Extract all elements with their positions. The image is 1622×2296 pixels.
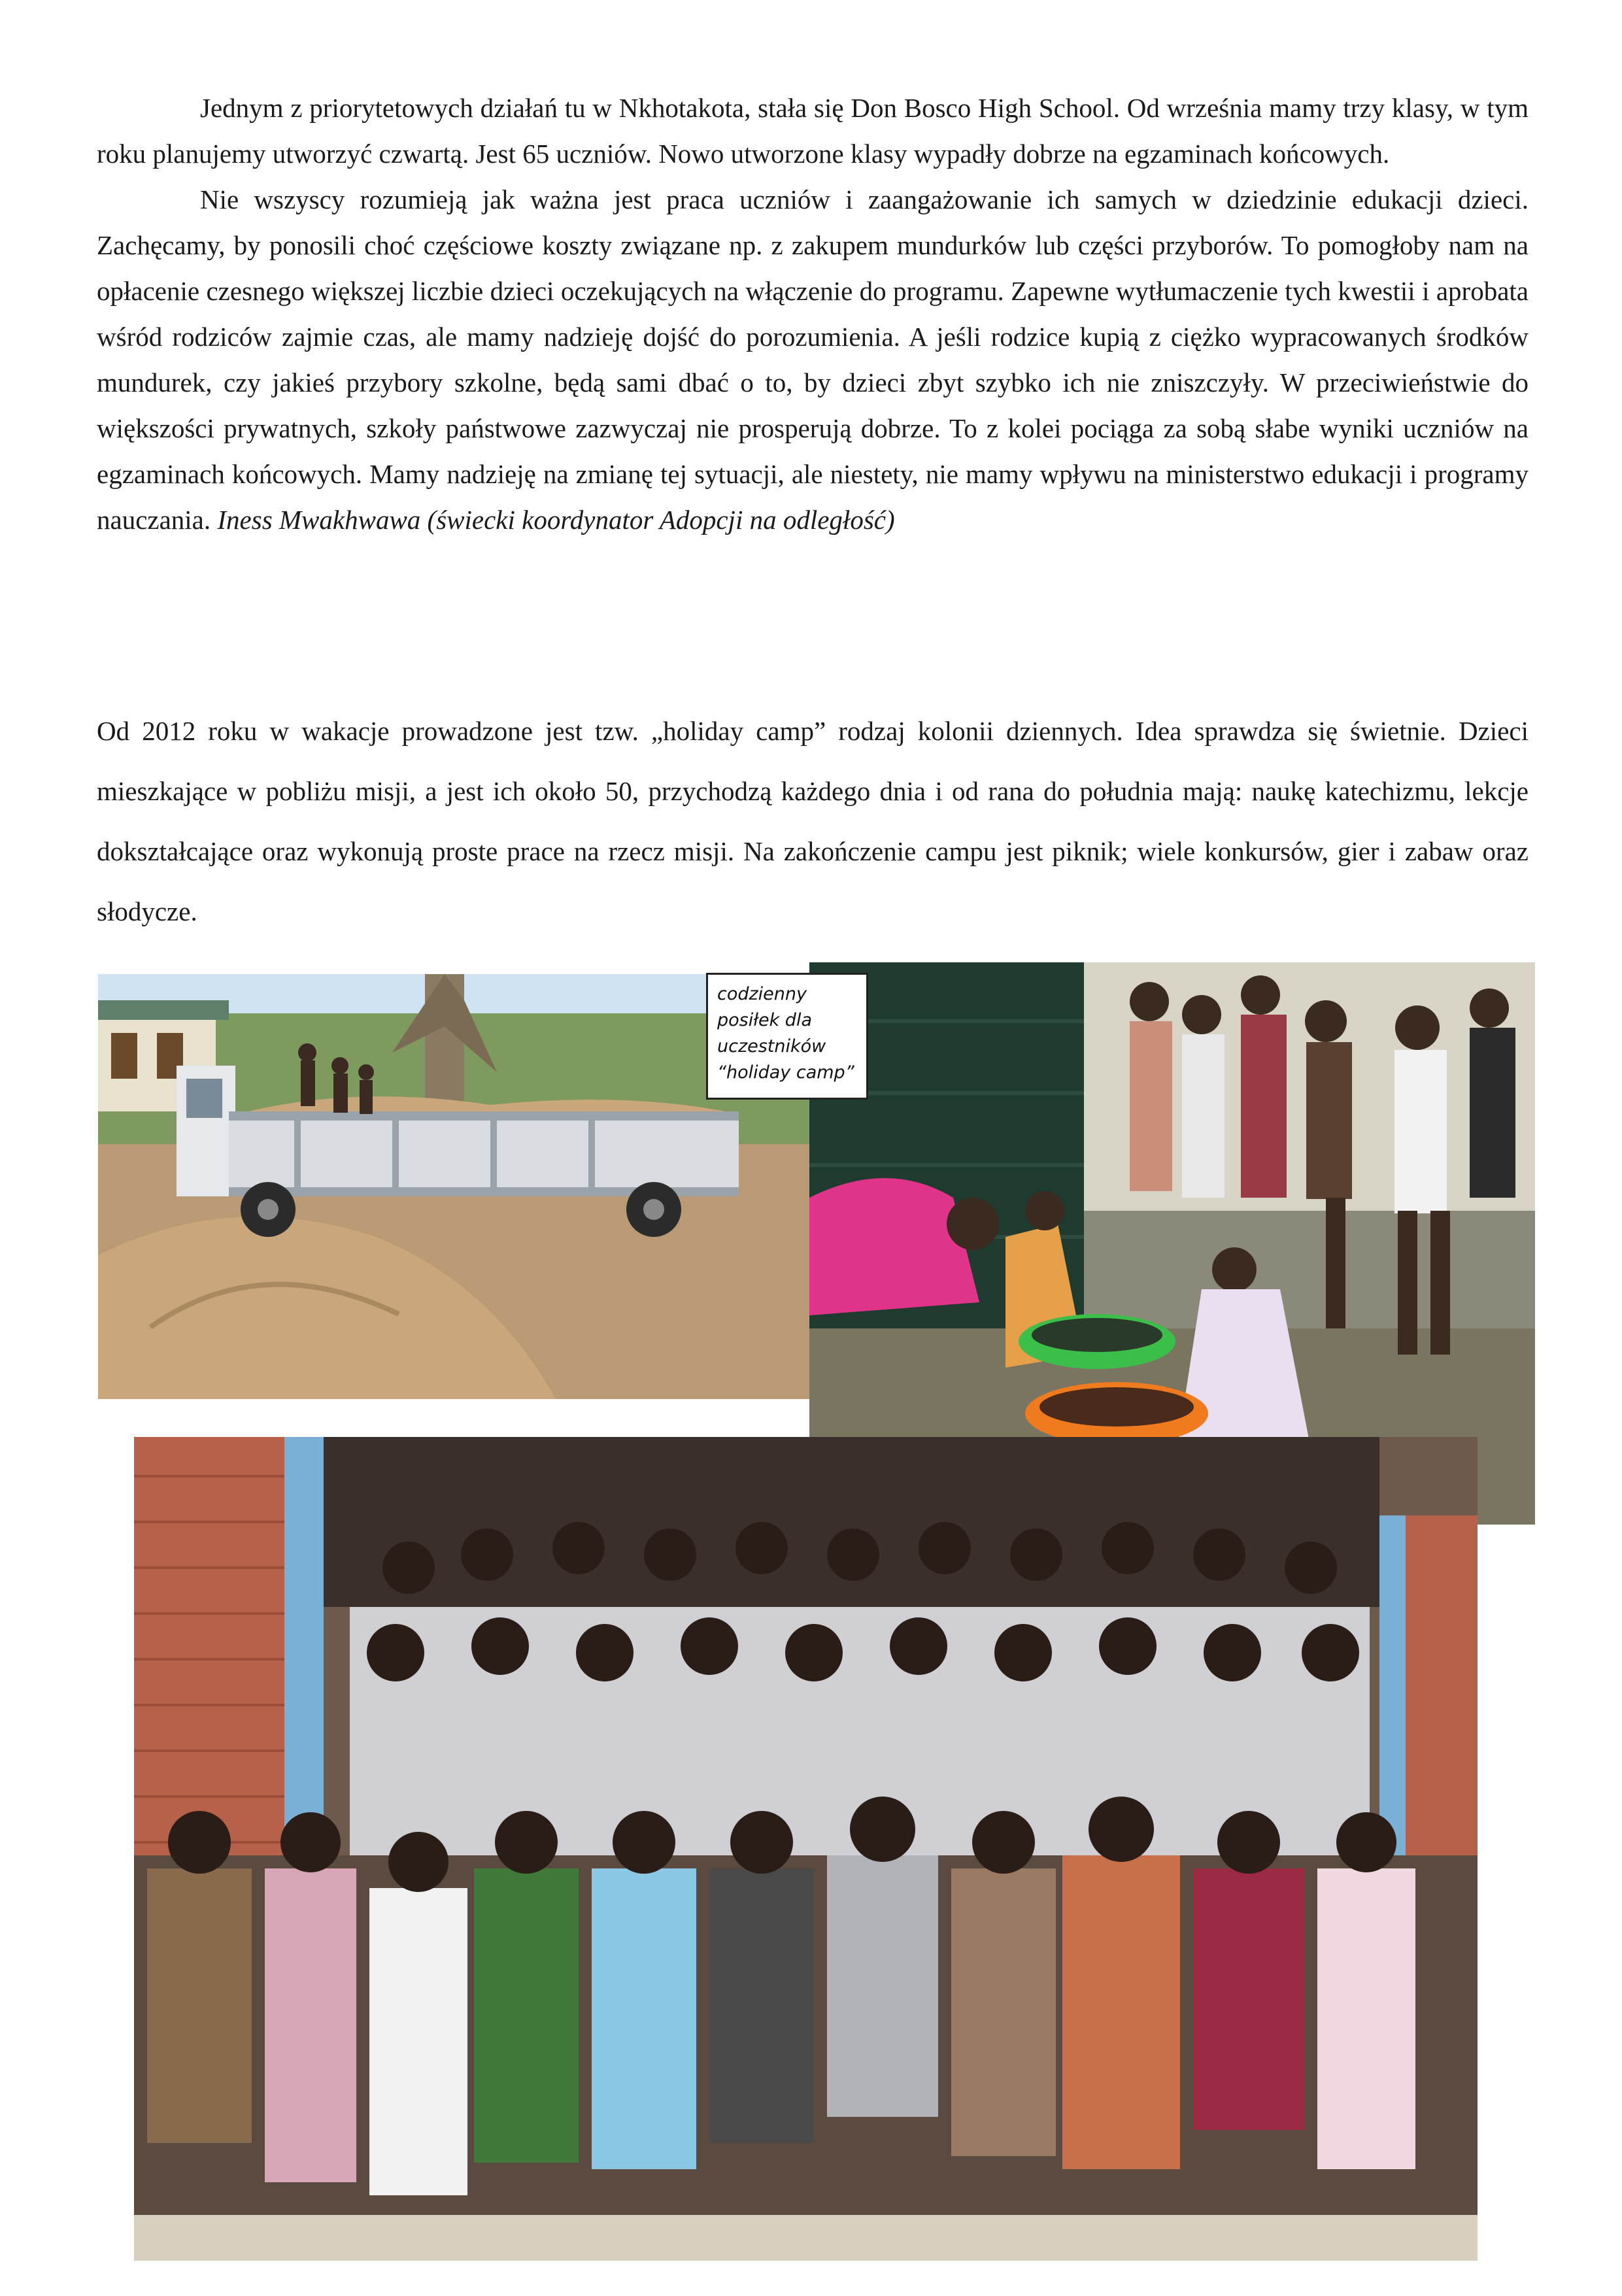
caption-line: uczestników [717, 1036, 826, 1056]
paragraph-education-text: Nie wszyscy rozumieją jak ważna jest praca uczniów i zaangażowanie ich samych w dziedzinie edukacji dzieci. Zachęcamy, by ponosili choć częściowe koszty związane np. z zakupem mundurków lub części przyborów. To pomogłoby nam na opłacenie czesnego większej liczbie dzieci oczekujących na włączenie do programu. Zapewne wytłumaczenie tych kwestii i aprobata wśród rodziców zajmie czas, ale mamy nadzieję dojść do porozumienia. A jeśli rodzice kupią z ciężko wypracowanych środków mundurek, czy jakieś przybory szkolne, będą sami dbać o to, by dzieci zbyt szybko ich nie zniszczyły. W przeciwieństwie do większości prywatnych, szkoły państwowe zazwyczaj nie prosperują dobrze. To z kolei pociąga za sobą słabe wyniki uczniów na egzaminach końcowych. Mamy nadzieję na zmianę tej sytuacji, ale niestety, nie mamy wpływu na ministerstwo edukacji i programy nauczania. [97, 184, 1529, 535]
caption-line: codzienny [717, 984, 807, 1004]
caption-line: “holiday camp” [717, 1062, 854, 1083]
text-section-camp [97, 701, 1529, 941]
paragraph-holiday-camp: Od 2012 roku w wakacje prowadzone jest tzw. „holiday camp” rodzaj kolonii dziennych. Idea sprawdza się świetnie. Dzieci mieszkające w pobliżu misji, a jest ich około 50, przychodzą każdego dnia i od rana do południa mają: naukę katechizmu, lekcje dokształcające oraz wykonują proste prace na rzecz misji. Na zakończenie campu jest piknik; wiele konkursów, gier i zabaw oraz słodycze. [97, 716, 1529, 926]
photo-caption [706, 973, 868, 1100]
caption-line: posiłek dla [717, 1010, 812, 1030]
author-signature: Iness Mwakhwawa (świecki koordynator Adopcji na odległość) [217, 505, 895, 535]
children-group-illustration [134, 1437, 1478, 2261]
photo-children-group [134, 1437, 1478, 2261]
paragraph-education [97, 177, 1529, 543]
paragraph-high-school: Jednym z priorytetowych działań tu w Nkhotakota, stała się Don Bosco High School. Od września mamy trzy klasy, w tym roku planujemy utworzyć czwartą. Jest 65 uczniów. Nowo utworzone klasy wypadły dobrze na egzaminach końcowych. [97, 93, 1529, 169]
text-section-school [97, 85, 1529, 543]
